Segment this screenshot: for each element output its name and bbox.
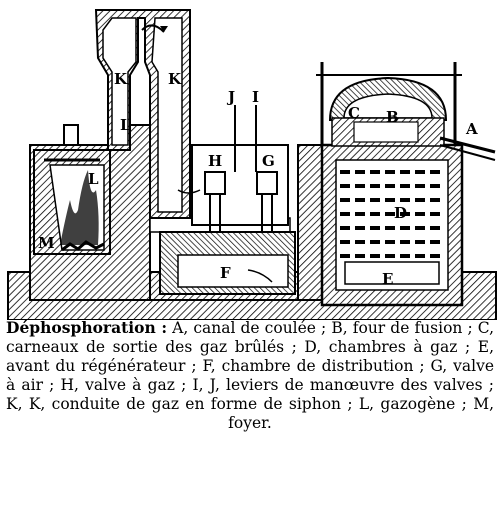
label-a: A [466, 120, 478, 138]
melting-furnace [316, 62, 495, 160]
distribution-chamber [160, 232, 295, 294]
caption-text: A, canal de coulée ; B, four de fusion ; C, carneaux de sortie des gaz brûlés ; D, chambres à gaz ; E, avant du régénérateur ; F, chambre de distribution ; G, valve à air ; H, valve à gaz ; I, J, leviers de manœuvre des valves ; K, K, conduite de gaz en forme de siphon ; L, gazogène ; M, foyer. [6, 319, 495, 432]
label-c: C [348, 104, 360, 122]
figure-caption [6, 318, 494, 433]
label-h: H [208, 152, 223, 170]
label-l-lower: L [88, 170, 99, 188]
label-f: F [220, 264, 231, 282]
label-l-upper: L [120, 116, 131, 134]
label-e: E [382, 270, 394, 288]
label-d: D [394, 204, 408, 222]
caption-lead: Déphosphoration : [6, 318, 168, 337]
label-j: J [228, 88, 236, 106]
label-i: I [252, 88, 260, 106]
label-k-right: K [168, 70, 182, 88]
label-b: B [386, 108, 399, 126]
label-m: M [38, 234, 55, 252]
label-k-left: K [114, 70, 128, 88]
label-g: G [262, 152, 275, 170]
